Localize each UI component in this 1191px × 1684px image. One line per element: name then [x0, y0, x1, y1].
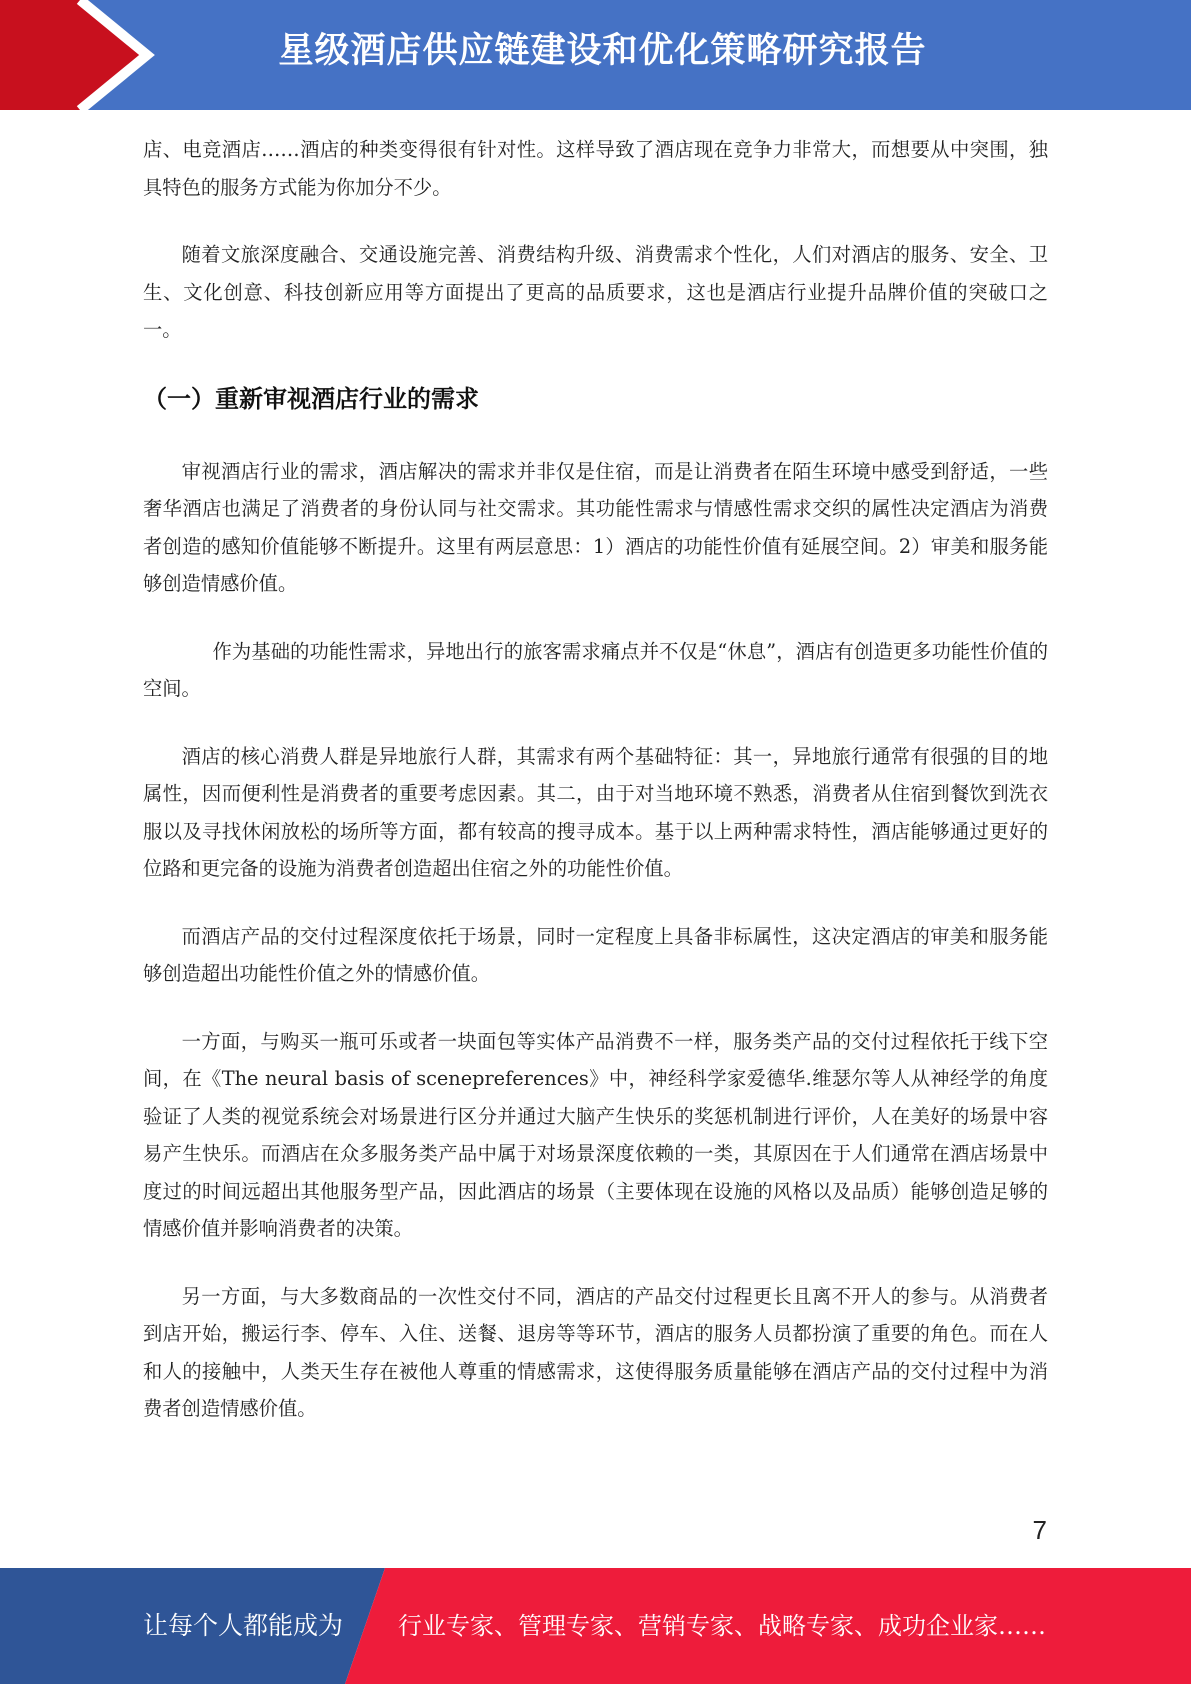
page-body [143, 131, 1048, 1458]
section-heading: （一）重新审视酒店行业的需求 [143, 384, 479, 413]
paragraph-intro-continued: 店、电竞酒店……酒店的种类变得很有针对性。这样导致了酒店现在竞争力非常大，而想要从中突围，独具特色的服务方式能为你加分不少。 [143, 138, 1048, 199]
paragraph-functional-demand: 作为基础的功能性需求，异地出行的旅客需求痛点并不仅是“休息”，酒店有创造更多功能性价值的空间。 [143, 639, 1048, 700]
paragraph-scene-delivery: 而酒店产品的交付过程深度依托于场景，同时一定程度上具备非标属性，这决定酒店的审美和服务能够创造超出功能性价值之外的情感价值。 [143, 924, 1048, 985]
paragraph-demand-review: 审视酒店行业的需求，酒店解决的需求并非仅是住宿，而是让消费者在陌生环境中感受到舒适，一些奢华酒店也满足了消费者的身份认同与社交需求。其功能性需求与情感性需求交织的属性决定酒店为消费者创造的感知价值能够不断提升。这里有两层意思：1）酒店的功能性价值有延展空间。2）审美和服务能够创造情感价值。 [143, 459, 1048, 595]
report-title: 星级酒店供应链建设和优化策略研究报告 [278, 31, 927, 71]
page-number: 7 [1032, 1515, 1047, 1545]
paragraph-scene-emotion: 一方面，与购买一瓶可乐或者一块面包等实体产品消费不一样，服务类产品的交付过程依托于线下空间，在《The neural basis of scenepreferences》中，神经科学家爱德华.维瑟尔等人从神经学的角度验证了人类的视觉系统会对场景进行区分并通过大脑产生快乐的奖惩机制进行评价，人在美好的场景中容易产生快乐。而酒店在众多服务类产品中属于对场景深度依赖的一类，其原因在于人们通常在酒店场景中度过的时间远超出其他服务型产品，因此酒店的场景（主要体现在设施的风格以及品质）能够创造足够的情感价值并影响消费者的决策。 [143, 1029, 1048, 1240]
paragraph-core-consumers: 酒店的核心消费人群是异地旅行人群，其需求有两个基础特征：其一，异地旅行通常有很强的目的地属性，因而便利性是消费者的重要考虑因素。其二，由于对当地环境不熟悉，消费者从住宿到餐饮到洗衣服以及寻找休闲放松的场所等方面，都有较高的搜寻成本。基于以上两种需求特性，酒店能够通过更好的位路和更完备的设施为消费者创造超出住宿之外的功能性价值。 [143, 744, 1048, 880]
page-footer [0, 1568, 1191, 1684]
paragraph-service-emotion: 另一方面，与大多数商品的一次性交付不同，酒店的产品交付过程更长且离不开人的参与。从消费者到店开始，搬运行李、停车、入住、送餐、退房等等环节，酒店的服务人员都扮演了重要的角色。而在人和人的接触中，人类天生存在被他人尊重的情感需求，这使得服务质量能够在酒店产品的交付过程中为消费者创造情感价值。 [143, 1284, 1048, 1420]
footer-slogan-right: 行业专家、管理专家、营销专家、战略专家、成功企业家…… [398, 1612, 1046, 1640]
paragraph-intro: 随着文旅深度融合、交通设施完善、消费结构升级、消费需求个性化，人们对酒店的服务、安全、卫生、文化创意、科技创新应用等方面提出了更高的品质要求，这也是酒店行业提升品牌价值的突破口之一。 [143, 243, 1048, 341]
footer-slogan-left: 让每个人都能成为 [143, 1611, 344, 1640]
page-header [0, 0, 1191, 110]
